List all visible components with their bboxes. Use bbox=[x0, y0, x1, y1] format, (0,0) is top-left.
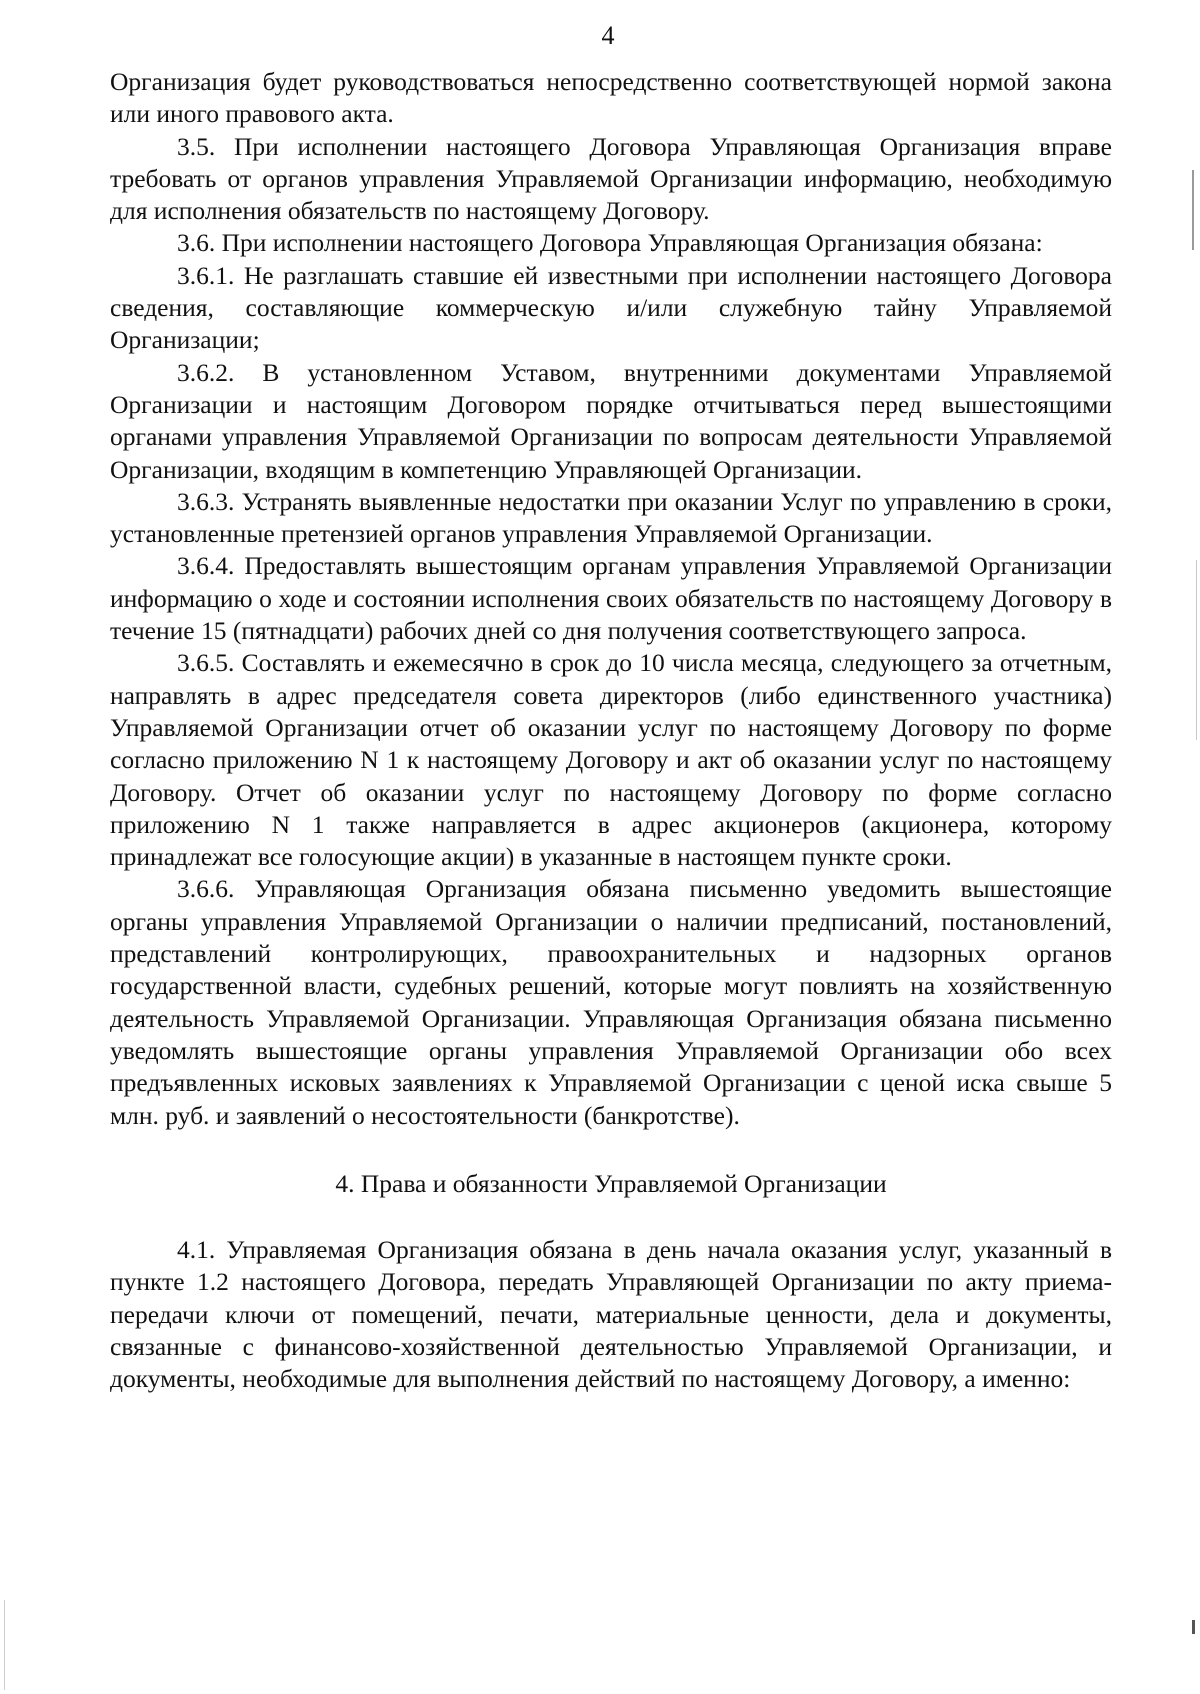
paragraph-continuation: Организация будет руководствоваться непосредственно соответствующей нормой закона или иного правового акта. bbox=[110, 67, 1112, 129]
scan-edge-mark bbox=[1196, 560, 1197, 740]
paragraph-3-6-1: 3.6.1. Не разглашать ставшие ей известными при исполнении настоящего Договора сведения, составляющие коммерческую и/или служебную тайну Управляемой Организации; bbox=[110, 260, 1112, 355]
paragraph-3-6-2: 3.6.2. В установленном Уставом, внутренними документами Управляемой Организации и настоящим Договором порядке отчитываться перед вышестоящими органами управления Управляемой Организации по вопросам деятельности Управляемой Организации, входящим в компетенцию Управляющей Организации. bbox=[110, 357, 1112, 484]
page-number: 4 bbox=[601, 21, 615, 50]
paragraph-3-5: 3.5. При исполнении настоящего Договора Управляющая Организация вправе требовать от органов управления Управляемой Организации информацию, необходимую для исполнения обязательств по настоящему Договору. bbox=[110, 131, 1112, 226]
paragraph-3-6-3: 3.6.3. Устранять выявленные недостатки при оказании Услуг по управлению в сроки, установленные претензией органов управления Управляемой Организации. bbox=[110, 486, 1112, 549]
paragraph-4-1: 4.1. Управляемая Организация обязана в день начала оказания услуг, указанный в пункте 1.2 настоящего Договора, передать Управляющей Организации по акту приема-передачи ключи от помещений, печати, материальные ценности, дела и документы, связанные с финансово-хозяйственной деятельностью Управляемой Организации, и документы, необходимые для выполнения действий по настоящему Договору, а именно: bbox=[110, 1235, 1112, 1394]
paragraph-3-6: 3.6. При исполнении настоящего Договора Управляющая Организация обязана: bbox=[177, 228, 1043, 258]
scan-edge-mark bbox=[1192, 1620, 1195, 1634]
paragraph-3-6-6: 3.6.6. Управляющая Организация обязана письменно уведомить вышестоящие органы управления Управляемой Организации о наличии предписаний, постановлений, представлений контролирующих, правоохранительных и надзорных органов государственной власти, судебных решений, которые могут повлиять на хозяйственную деятельность Управляемой Организации. Управляющая Организация обязана письменно уведомлять вышестоящие органы управления Управляемой Организации обо всех предъявленных исковых заявлениях к Управляемой Организации с ценой иска свыше 5 млн. руб. и заявлений о несостоятельности (банкротстве). bbox=[110, 874, 1112, 1130]
paragraph-3-6-5: 3.6.5. Составлять и ежемесячно в срок до 10 числа месяца, следующего за отчетным, направлять в адрес председателя совета директоров (либо единственного участника) Управляемой Организации отчет об оказании услуг по настоящему Договору по форме согласно приложению N 1 к настоящему Договору и акт об оказании услуг по настоящему Договору. Отчет об оказании услуг по настоящему Договору по форме согласно приложению N 1 также направляется в адрес акционеров (акционера, которому принадлежат все голосующие акции) в указанные в настоящем пункте сроки. bbox=[110, 648, 1112, 872]
scan-edge-mark bbox=[4, 1600, 5, 1690]
document-body bbox=[110, 66, 1112, 1396]
section-heading: 4. Права и обязанности Управляемой Организации bbox=[335, 1168, 887, 1198]
scan-edge-mark bbox=[1192, 170, 1194, 250]
paragraph-3-6-4: 3.6.4. Предоставлять вышестоящим органам управления Управляемой Организации информацию о ходе и состоянии исполнения своих обязательств по настоящему Договору в течение 15 (пятнадцати) рабочих дней со дня получения соответствующего запроса. bbox=[110, 551, 1112, 646]
